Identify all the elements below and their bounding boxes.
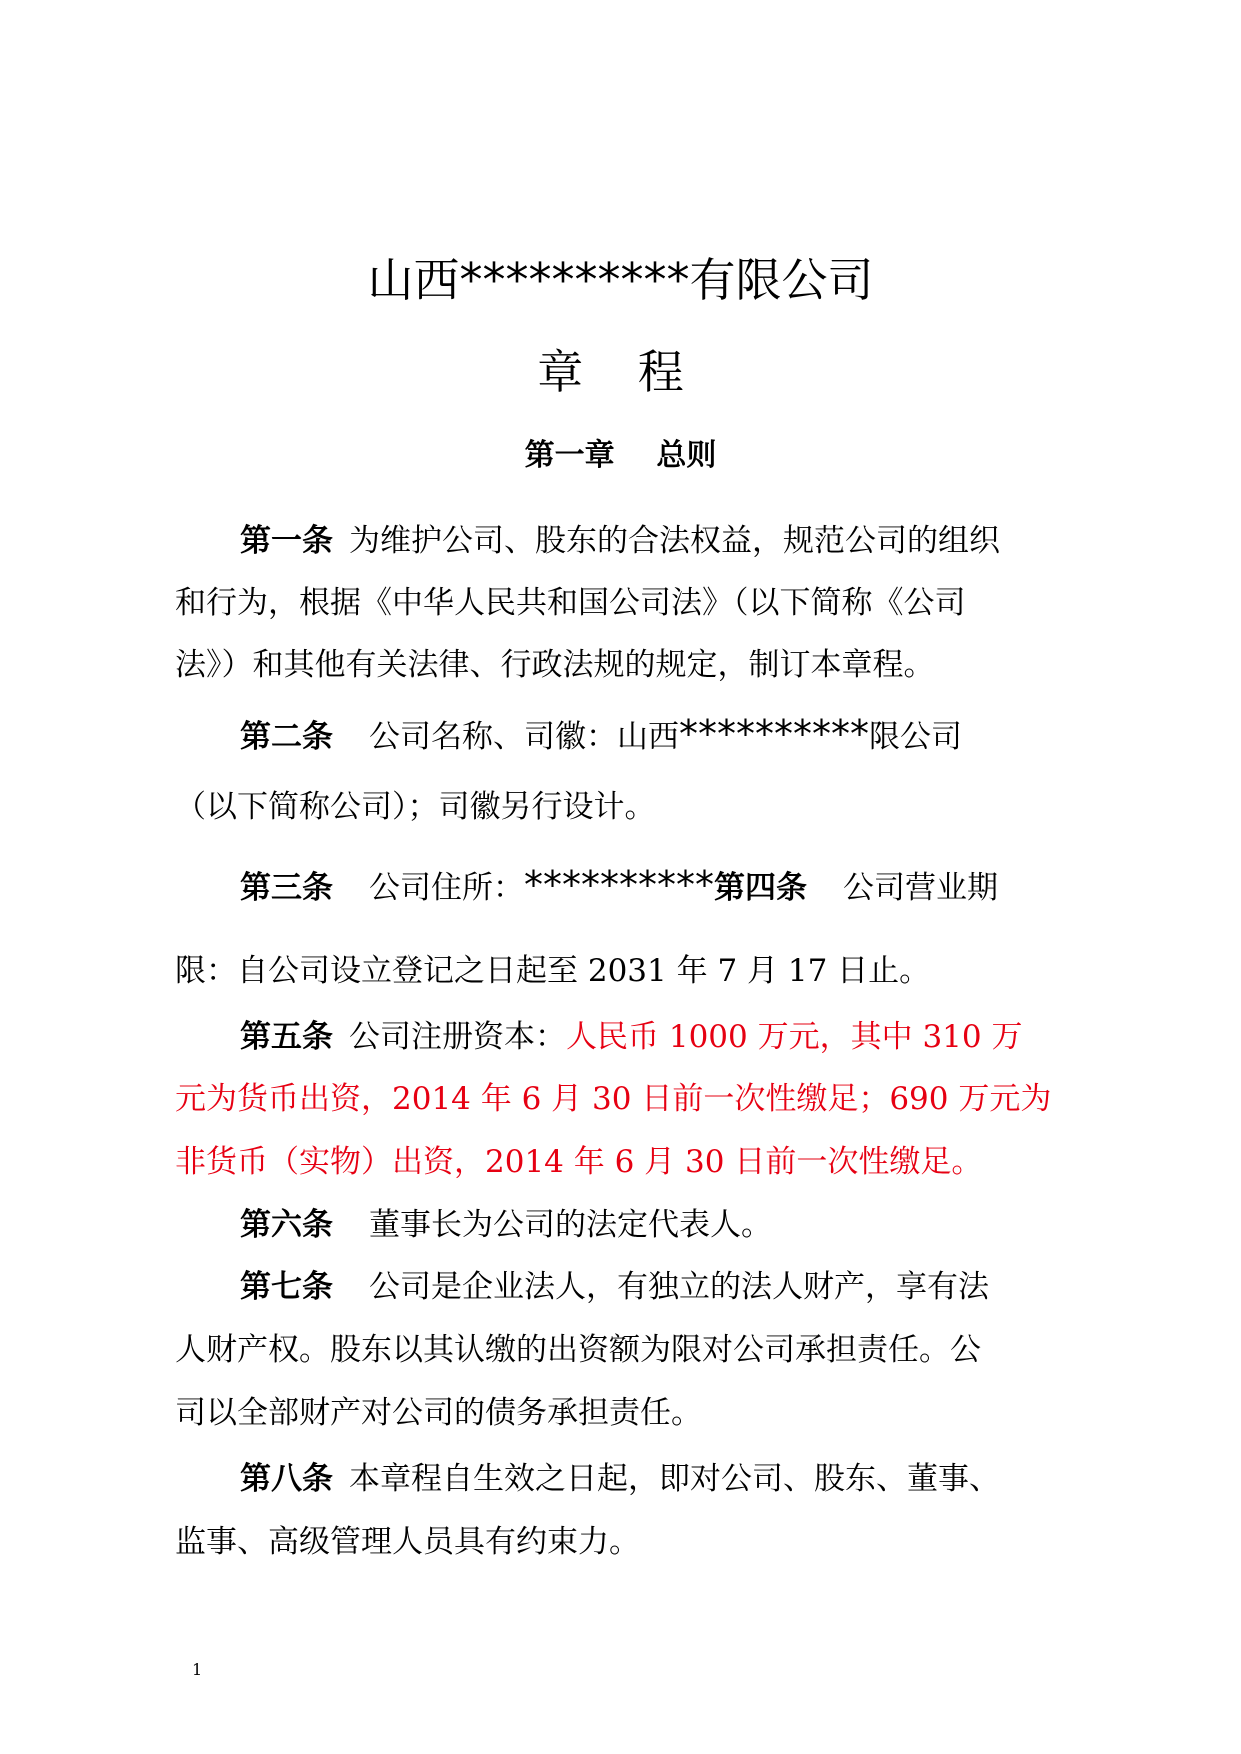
article-2-label: 第二条 — [240, 719, 333, 755]
article-8-text: 本章程自生效之日起，即对公司、股东、董事、 — [349, 1461, 1000, 1497]
article-4-label: 第四条 — [714, 870, 807, 906]
article-3-line — [240, 863, 998, 910]
page-number: 1 — [192, 1660, 203, 1679]
article-1-text: 为维护公司、股东的合法权益，规范公司的组织 — [349, 523, 1000, 559]
article-7-line-2: 人财产权。股东以其认缴的出资额为限对公司承担责任。公 — [175, 1332, 981, 1368]
article-1-line-2: 和行为，根据《中华人民共和国公司法》（以下简称《公司 — [175, 585, 966, 621]
article-2-text-suffix: 限公司 — [869, 719, 962, 755]
article-8-line-1 — [240, 1457, 1000, 1501]
article-6-text: 董事长为公司的法定代表人。 — [369, 1207, 772, 1243]
article-5-capital-highlight: 人民币 1000 万元，其中 310 万 — [566, 1019, 1023, 1055]
article-5-line-3: 非货币（实物）出资，2014 年 6 月 30 日前一次性缴足。 — [175, 1144, 983, 1180]
article-2-line-2: （以下简称公司）；司徽另行设计。 — [175, 789, 656, 825]
article-7-line-3: 司以全部财产对公司的债务承担责任。 — [175, 1395, 702, 1431]
article-7-label: 第七条 — [240, 1269, 333, 1305]
article-7-text: 公司是企业法人，有独立的法人财产，享有法 — [369, 1269, 989, 1305]
article-3-label: 第三条 — [240, 870, 333, 906]
article-5-text: 公司注册资本： — [349, 1019, 566, 1055]
article-1-label: 第一条 — [240, 523, 333, 559]
article-2-line-1 — [240, 712, 962, 759]
chapter-heading: 第一章 总则 — [524, 438, 717, 473]
article-3-redacted-address: ********** — [524, 863, 714, 907]
article-2-redacted-name: ********** — [679, 712, 869, 756]
article-5-line-1 — [240, 1015, 1022, 1059]
article-5-label: 第五条 — [240, 1019, 333, 1055]
article-6-line — [240, 1203, 772, 1247]
article-6-label: 第六条 — [240, 1207, 333, 1243]
article-4-line-2: 限：自公司设立登记之日起至 2031 年 7 月 17 日止。 — [175, 953, 931, 989]
article-3-text: 公司住所： — [369, 870, 524, 906]
article-8-line-2: 监事、高级管理人员具有约束力。 — [175, 1524, 640, 1560]
document-title: 章 程 — [537, 345, 704, 399]
company-name: 山西**********有限公司 — [367, 253, 874, 307]
article-1-line-1 — [240, 519, 1000, 563]
article-1-line-3: 法》）和其他有关法律、行政法规的规定，制订本章程。 — [175, 647, 935, 683]
article-2-text: 公司名称、司徽：山西 — [369, 719, 679, 755]
article-4-text: 公司营业期 — [843, 870, 998, 906]
article-7-line-1 — [240, 1265, 989, 1309]
article-8-label: 第八条 — [240, 1461, 333, 1497]
article-5-line-2: 元为货币出资，2014 年 6 月 30 日前一次性缴足；690 万元为 — [175, 1081, 1052, 1117]
